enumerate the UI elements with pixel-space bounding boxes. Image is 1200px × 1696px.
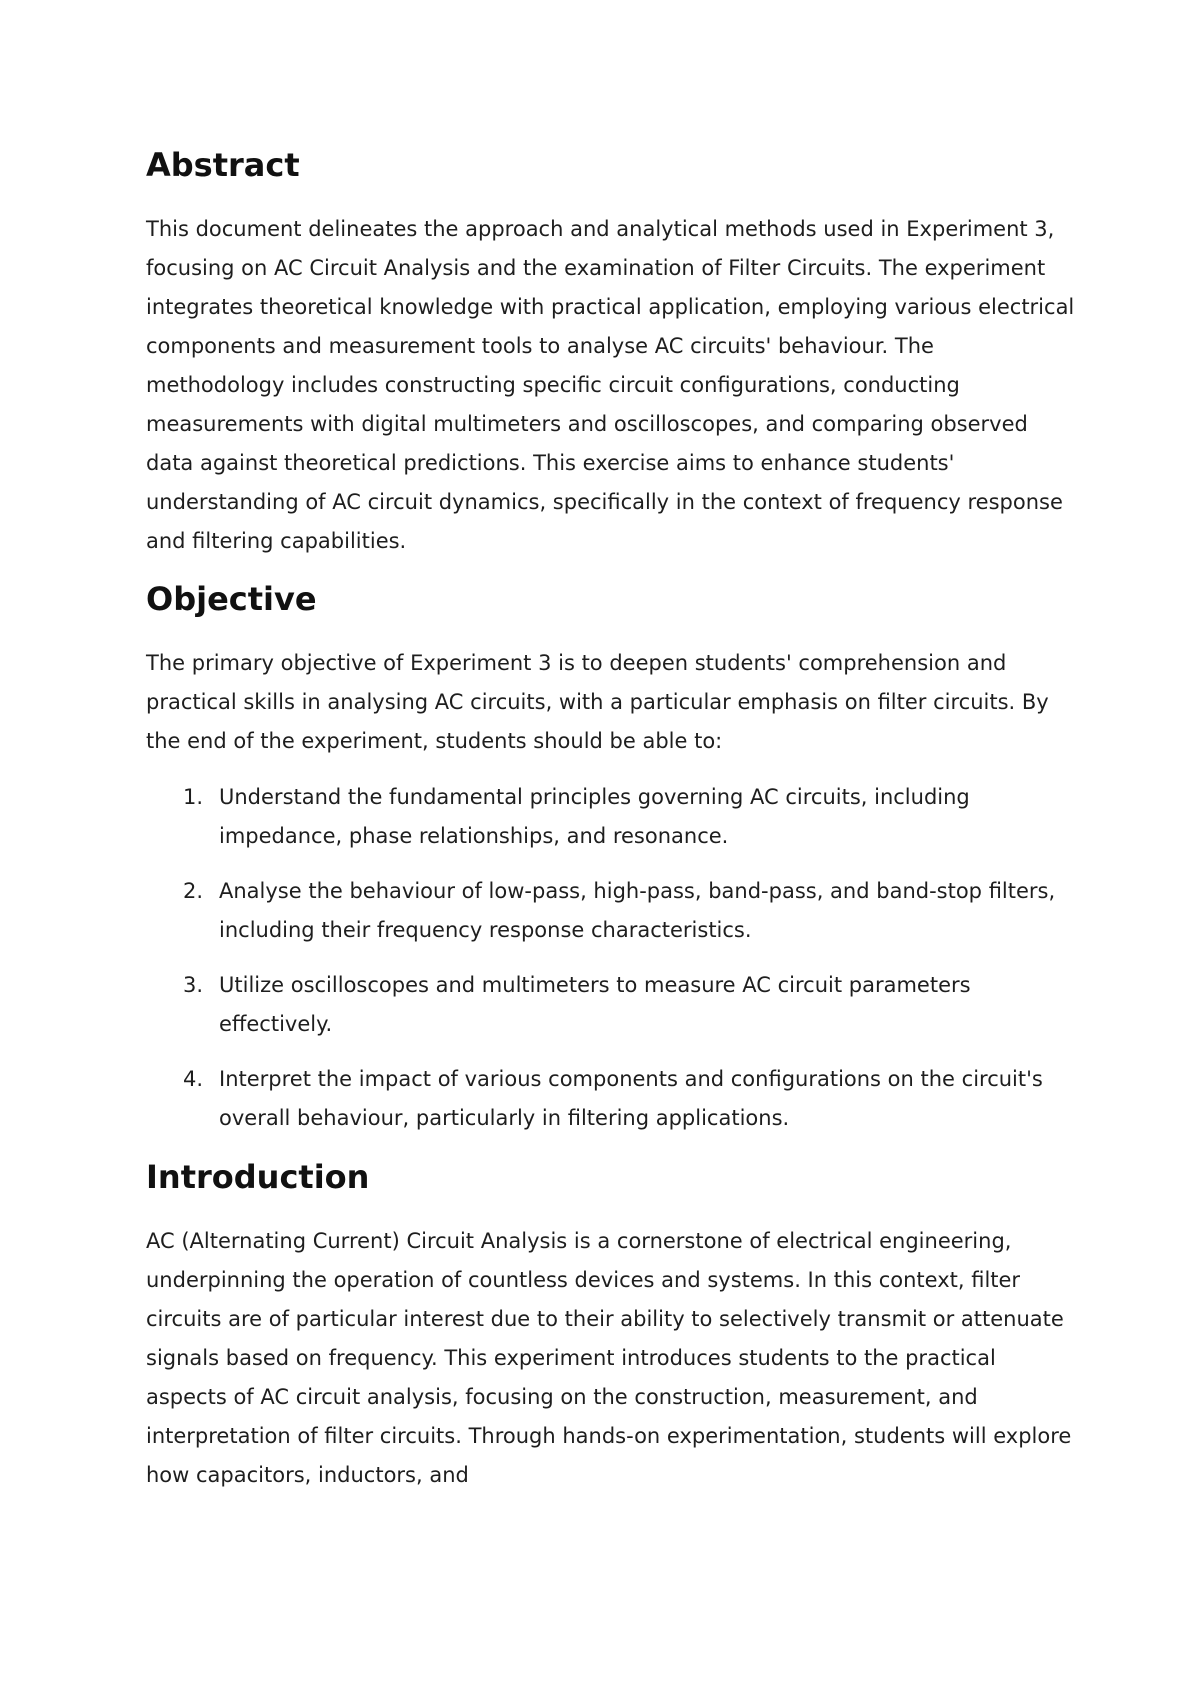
objective-list bbox=[146, 778, 1076, 1138]
objective-paragraph: The primary objective of Experiment 3 is to deepen students' comprehension and practical skills in analysing AC circuits, with a particular emphasis on filter circuits. By the end of the experiment, students should be able to: bbox=[146, 651, 1049, 753]
list-item-number: 4. bbox=[183, 1067, 204, 1091]
introduction-heading: Introduction bbox=[146, 1158, 370, 1196]
list-item bbox=[146, 966, 1076, 1044]
list-item bbox=[146, 778, 1076, 856]
abstract-heading: Abstract bbox=[146, 146, 300, 184]
objective-heading: Objective bbox=[146, 580, 317, 618]
list-item-number: 1. bbox=[183, 785, 204, 809]
document-page bbox=[146, 140, 1076, 1495]
list-item-text: Analyse the behaviour of low-pass, high-pass, band-pass, and band-stop filters, including their frequency response characteristics. bbox=[219, 879, 1056, 942]
list-item bbox=[146, 872, 1076, 950]
list-item-number: 2. bbox=[183, 879, 204, 903]
abstract-paragraph: This document delineates the approach and analytical methods used in Experiment 3, focusing on AC Circuit Analysis and the examination of Filter Circuits. The experiment integrates theoretical knowledge with practical application, employing various electrical components and measurement tools to analyse AC circuits' behaviour. The methodology includes constructing specific circuit configurations, conducting measurements with digital multimeters and oscilloscopes, and comparing observed data against theoretical predictions. This exercise aims to enhance students' understanding of AC circuit dynamics, specifically in the context of frequency response and filtering capabilities. bbox=[146, 217, 1075, 553]
list-item-text: Interpret the impact of various components and configurations on the circuit's overall behaviour, particularly in filtering applications. bbox=[219, 1067, 1043, 1130]
list-item bbox=[146, 1060, 1076, 1138]
list-item-text: Understand the fundamental principles governing AC circuits, including impedance, phase relationships, and resonance. bbox=[219, 785, 970, 848]
list-item-text: Utilize oscilloscopes and multimeters to measure AC circuit parameters effectively. bbox=[219, 973, 971, 1036]
list-item-number: 3. bbox=[183, 973, 204, 997]
introduction-paragraph: AC (Alternating Current) Circuit Analysis is a cornerstone of electrical engineering, underpinning the operation of countless devices and systems. In this context, filter circuits are of particular interest due to their ability to selectively transmit or attenuate signals based on frequency. This experiment introduces students to the practical aspects of AC circuit analysis, focusing on the construction, measurement, and interpretation of filter circuits. Through hands-on experimentation, students will explore how capacitors, inductors, and bbox=[146, 1229, 1072, 1487]
